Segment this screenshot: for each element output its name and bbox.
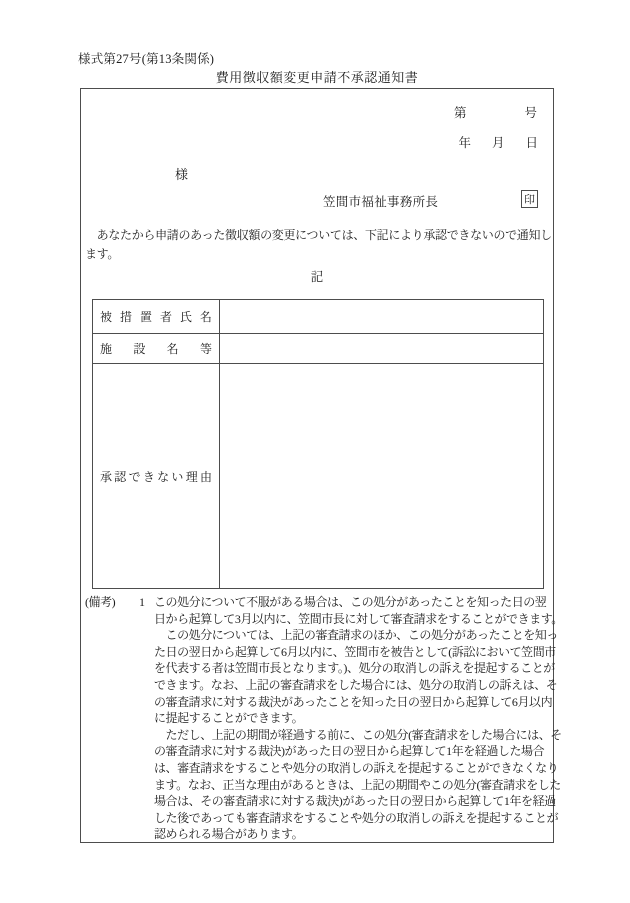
facility-name-label: 施 設 名 等: [100, 342, 212, 356]
remarks-item-number: 1: [139, 595, 145, 609]
seal-placeholder: 印: [521, 190, 538, 208]
remarks-section: [81, 594, 563, 843]
remarks-label: (備考): [85, 595, 116, 609]
recipient-name-label: 被 措 置 者 氏 名: [100, 310, 212, 324]
recipient-name-label-cell: [93, 300, 220, 334]
facility-name-label-cell: [93, 334, 220, 364]
date-month-label: 月: [491, 136, 505, 150]
denial-reason-label: 承 認 で き な い 理 由: [100, 469, 212, 484]
notice-body: あなたから申請のあった徴収額の変更については、下記により承認できないので通知し ます。: [85, 228, 552, 261]
addressee-suffix: 様: [175, 167, 189, 182]
date-year-label: 年: [458, 136, 471, 150]
recipient-name-value-cell: [220, 300, 543, 334]
doc-number-prefix: 第: [453, 106, 467, 120]
doc-number-line: [454, 103, 537, 121]
denial-reason-value-cell: [220, 364, 543, 588]
doc-number-suffix: 号: [524, 106, 537, 120]
notice-frame: [80, 88, 563, 843]
remarks-text: この処分について不服がある場合は、この処分があったことを知った日の翌 日から起算して3月以内に、笠間市長に対して審査請求をすることができます。 この処分については、上記の審査請求のほか、この処分があったことを知っ た日の翌日から起算して6月以内に、笠間市を被告として(訴訟において笠間市 を代表する者は笠間市長となります。)、処分の取消しの訴えを提起することが できます。なお、上記の審査請求をした場合には、処分の取消しの訴えは、そ の審査請求に対する裁決があったことを知った日の翌日から起算して6月以内 に提起することができます。 ただし、上記の期間が経過する前に、この処分(審査請求をした場合には、そ の審査請求に対する裁決)があった日の翌日から起算して1年を経過した場合 は、審査請求をすることや処分の取消しの訴えを提起することができなくなり ます。なお、正当な理由があるときは、上記の期間やこの処分(審査請求をした 場合は、その審査請求に対する裁決)があった日の翌日から起算して1年を経過 した後であっても審査請求をすることや処分の取消しの訴えを提起することが 認められる場合があります。: [154, 595, 563, 842]
record-heading: 記: [310, 270, 324, 284]
date-day-label: 日: [525, 136, 538, 150]
info-table: [92, 299, 544, 589]
denial-reason-label-cell: [93, 364, 220, 588]
facility-name-value-cell: [220, 334, 543, 364]
date-line: [458, 133, 538, 151]
form-number: 様式第27号(第13条関係): [78, 52, 215, 66]
document-title: 費用徴収額変更申請不承認通知書: [215, 70, 419, 85]
issuer-title: 笠間市福祉事務所長: [323, 195, 439, 209]
